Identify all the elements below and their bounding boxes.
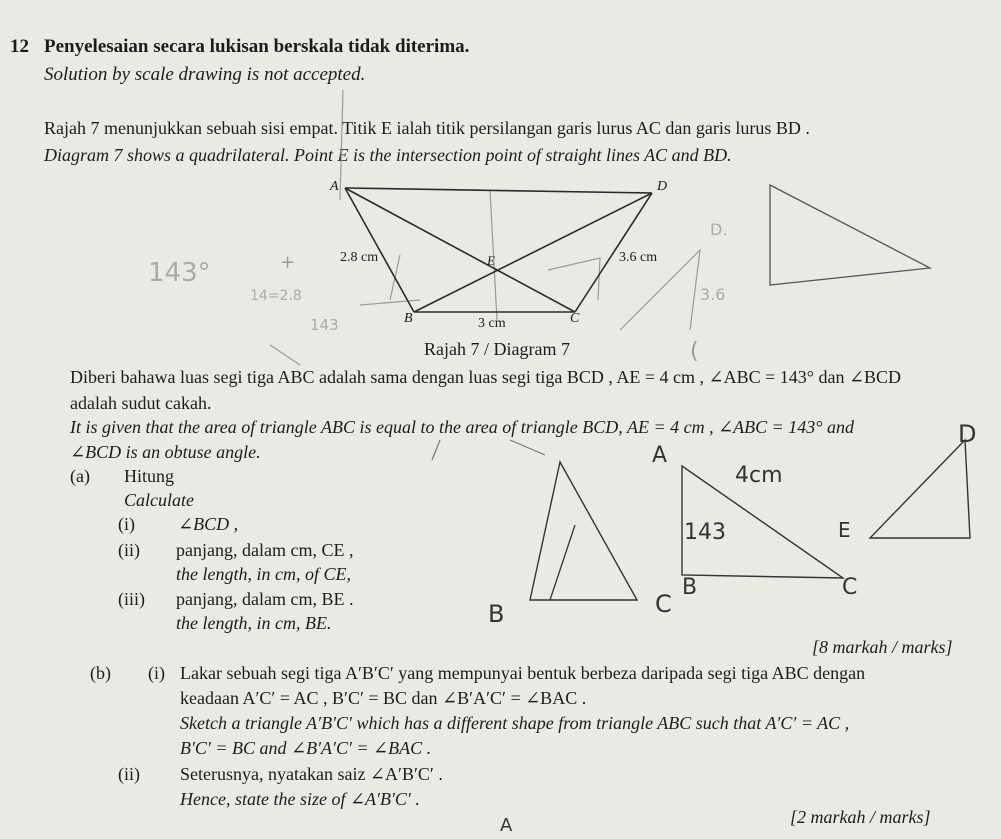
part-b-ii-english: Hence, state the size of ∠A′B′C′ . [180, 789, 420, 809]
label-c: C [570, 311, 580, 326]
part-a-hitung: Hitung [124, 466, 175, 486]
svg-text:3.6: 3.6 [700, 285, 726, 304]
instruction-malay: Penyelesaian secara lukisan berskala tidak diterima. [44, 36, 470, 57]
part-a-ii-label: (ii) [118, 540, 140, 560]
part-b-i-english-line1: Sketch a triangle A′B′C′ which has a different shape from triangle ABC such that A′C′ = AC , [180, 713, 850, 733]
handwriting-a: A [652, 443, 668, 468]
given-english-line1: It is given that the area of triangle ABC is equal to the area of triangle BCD, AE = 4 cm , ∠ABC = 143° and [70, 417, 855, 437]
part-a-i-text: ∠BCD , [178, 514, 239, 534]
part-b-marks: [2 markah / marks] [790, 807, 931, 827]
part-a-label: (a) [70, 466, 90, 486]
instruction-english: Solution by scale drawing is not accepted. [44, 64, 366, 85]
part-b-label: (b) [90, 663, 111, 683]
handwriting-143-left: 143° [148, 258, 211, 288]
part-a-iii-label: (iii) [118, 589, 145, 609]
given-malay-line2: adalah sudut cakah. [70, 393, 212, 413]
handwriting-e: E [838, 518, 851, 542]
svg-text:+: + [280, 252, 296, 273]
svg-text:(: ( [690, 339, 699, 364]
part-b-i-malay-line1: Lakar sebuah segi tiga A′B′C′ yang mempunyai bentuk berbeza daripada segi tiga ABC dengan [180, 663, 866, 683]
part-a-i-label: (i) [118, 514, 135, 534]
intro-malay: Rajah 7 menunjukkan sebuah sisi empat. Titik E ialah titik persilangan garis lurus AC dan garis lurus BD . [44, 118, 810, 138]
handwriting-c: C [842, 575, 858, 600]
part-a-iii-english: the length, in cm, BE. [176, 613, 332, 633]
part-b-ii-malay: Seterusnya, nyatakan saiz ∠A′B′C′ . [180, 764, 443, 784]
label-a: A [330, 179, 339, 194]
svg-text:143: 143 [310, 316, 339, 334]
handwriting-b: B [682, 575, 698, 600]
handwriting-d: D [958, 420, 977, 448]
part-a-calculate: Calculate [124, 490, 194, 510]
handwriting-a2: A [500, 815, 513, 836]
part-a-marks: [8 markah / marks] [812, 637, 953, 657]
measure-bc: 3 cm [478, 316, 506, 331]
part-b-i-label: (i) [148, 663, 165, 683]
label-e: E [487, 253, 495, 268]
part-b-ii-label: (ii) [118, 764, 140, 784]
label-d: D [657, 179, 668, 194]
measure-cd: 3.6 cm [619, 250, 658, 265]
part-b-i-english-line2: B′C′ = BC and ∠B′A′C′ = ∠BAC . [180, 738, 432, 758]
intro-english: Diagram 7 shows a quadrilateral. Point E is the intersection point of straight lines AC and BD. [44, 145, 732, 165]
label-b: B [404, 311, 413, 326]
part-a-ii-malay: panjang, dalam cm, CE , [176, 540, 354, 560]
part-b-i-malay-line2: keadaan A′C′ = AC , B′C′ = BC dan ∠B′A′C′ = ∠BAC . [180, 688, 587, 708]
handwriting-143: 143 [684, 520, 726, 545]
handwriting-c2: C [655, 590, 672, 618]
svg-text:D.: D. [710, 220, 728, 239]
diagram-caption: Rajah 7 / Diagram 7 [424, 339, 570, 359]
handwriting-b2: B [488, 600, 505, 628]
measure-ab: 2.8 cm [340, 250, 379, 265]
given-english-line2: ∠BCD is an obtuse angle. [70, 442, 261, 462]
part-a-iii-malay: panjang, dalam cm, BE . [176, 589, 354, 609]
given-malay-line1: Diberi bahawa luas segi tiga ABC adalah sama dengan luas segi tiga BCD , AE = 4 cm , ∠ABC = 143° dan ∠BCD [70, 367, 902, 387]
question-number: 12 [10, 36, 29, 57]
part-a-ii-english: the length, in cm, of CE, [176, 564, 351, 584]
svg-text:14=2.8: 14=2.8 [250, 288, 302, 304]
handwriting-4cm: 4cm [735, 463, 783, 488]
